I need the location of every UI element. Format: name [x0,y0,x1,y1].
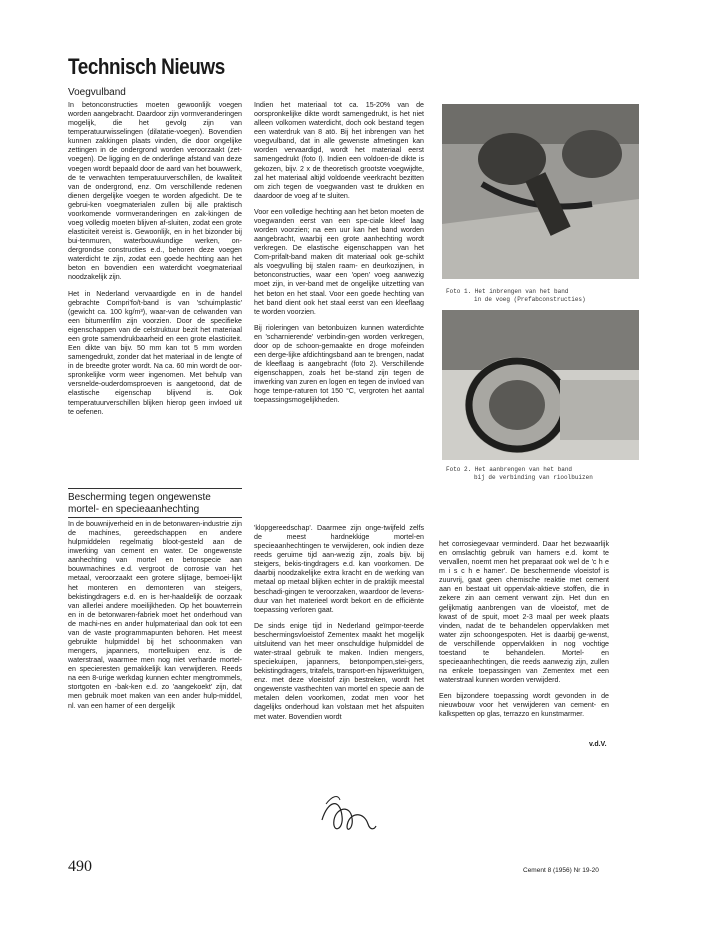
paragraph: In betonconstructies moeten gewoonlijk voegen worden aangebracht. Daardoor zijn vormveranderingen mogelijk, die het gevolg zijn van temperatuurwisselingen (dilatatie-voegen). Bovendien kunnen zakkingen plaats vinden, die door ongelijke zettingen in de ondergrond worden veroorzaakt (zet-voegen). De ligging en de onderlinge afstand van deze voegen wordt bepaald door de aard van het bouwwerk, de te verwachten temperatuurverschillen, de kwaliteit van de ondergrond, enz. Om verschillende redenen dienen dergelijke voegen te worden afgedicht. De te gebrui-ken voegmaterialen zullen bij alle praktisch voorkomende vormveranderingen en zak-kingen de voeg volledig moeten blijven af-sluiten, zodat een grote elasticiteit vereist is. Gewoonlijk, en in het bizonder bij bui-tenmuren, waterbouwkundige werken, on-dergrondse constructies e.d., behoren deze voegen waterdicht te zijn, zodat een goede hechting aan het beton en bovendien een waterdicht voegmateriaal noodzakelijk zijn. [68,101,242,282]
article2-column-3 [439,540,609,726]
page-title: Technisch Nieuws [68,54,225,79]
paragraph: het corrosiegevaar verminderd. Daar het bezwaarlijk en omslachtig gebruik van hamers e.d. komt te vervallen, noemt men het preparaat ook wel de 'c h e m i s c h e hamer'. De beschermende vloeistof is zuurvrij, gaat geen chemische reaktie met cement aan en bestaat uit oppervlak-aktieve stoffen, die in zekere zin aan cement verwant zijn. Het dun en gelijkmatig aanbrengen van de vloeistof, met de kwast of de spuit, moet 2-3 maal per week plaats vinden, nadat de te behandelen oppervlakken met water zijn schoongespoten. Het is daarbij ge-wenst, de verschillende oppervlakken in nog vochtige toestand te behandelen. Mortel- en specieaanhechtingen, die reeds aanwezig zijn, zullen na enkele toepassingen van Zementex met een waterstraal kunnen worden verwijderd. [439,540,609,685]
article2-title-line-2: mortel- en specieaanhechting [68,504,200,515]
photo-2-caption-line-2: bij de verbinding van rioolbuizen [474,474,593,481]
paragraph: Een bijzondere toepassing wordt gevonden in de nieuwbouw voor het verwijderen van cement- en kalkspetten op glas, terrazzo en kunstmarmer. [439,692,609,719]
photo-1 [442,104,639,279]
decorative-flourish-icon [318,790,378,845]
journal-reference: Cement 8 (1956) Nr 19-20 [523,867,599,874]
article2-column-2 [254,524,424,729]
page-number: 490 [68,858,92,875]
paragraph: Bij rioleringen van betonbuizen kunnen waterdichte en 'scharnierende' verbindin-gen worden verkregen, door op de schoon-gemaakte en droge mofeinden een derge-lijke afdichtingsband aan te brengen, nadat de kleeflaag is aangebracht (foto 2). Verschillende eigenschappen, zoals het be-stand zijn tegen de inwerking van zuren en logen en tegen de invloed van hoge tempe-raturen tot 150 °C, vergroten het aantal toepassingsmogelijkheden. [254,323,424,405]
photo-1-caption-line-1: Foto 1. Het inbrengen van het band [446,288,569,295]
title-underline [68,517,242,518]
article1-column-1 [68,101,242,424]
paragraph: 'klopgereedschap'. Daarmee zijn onge-twijfeld zelfs de meest hardnekkige mortel-en specieaanhechtingen te verwijderen, ook indien deze reeds geruime tijd aan-wezig zijn, zoals bijv. bij steigers, bekis-tingdragers e.d. kan voorkomen. De daarbij noodzakelijke extra kracht en de werking van metaal op metaal blijken echter in de praktijk meestal beschadi-gingen te veroorzaken, waardoor de levens-duur van het materieel wordt bekort en de efficiënte toepassing verloren gaat. [254,524,424,614]
photo-2-caption-line-1: Foto 2. Het aanbrengen van het band [446,466,573,473]
paragraph: In de bouwnijverheid en in de betonwaren-industrie zijn de machines, gereedschappen en andere hulpmiddelen regelmatig bloot-gesteld aan de inwerking van cement en water. De ongewenste aanhechting van mortel en betonspecie aan bouwmachines e.d. vergroot de corrosie van het metaal, veroorzaakt een grotere slijtage, bemoei-lijkt het monteren en demonteren van steigers, bekistingdragers e.d. en is her-haaldelijk de oorzaak van allerlei andere moeilijkheden. Op het bouwterrein en in de betonwaren-fabriek moet het onderhoud van de machi-nes en ander hulpmateriaal dan ook tot een van de vaste programmapunten behoren. Het meest gebruikte hulpmiddel bij het schoonmaken van mengers, japanners, mortelkuipen enz. is de waterstraal, waarmee men nog niet verharde mortel- en specieresten gemakkelijk kan verwijderen. Reeds na een 8-urige werkdag kunnen echter mengtrommels, stortgoten en -bak-ken e.d. zo 'aangekoekt' zijn, dat men gebruik moet maken van een ander hulp-middel, nl. van een hamer of een dergelijk [68,520,242,710]
photo-2-image [442,310,639,460]
article2-title-line-1: Bescherming tegen ongewenste [68,492,211,503]
section-divider [68,488,242,489]
paragraph: De sinds enige tijd in Nederland geïmpor-teerde beschermingsvloeistof Zementex maakt het mogelijk uitsluitend van het meer onschuldige hulpmiddel de water-straal gebruik te maken. Indien mengers, speciekuipen, japanners, betonpompen,stei-gers, bekistingdragers, tritafels, transport-en hijswerktuigen, enz. met deze vloeistof zijn bestreken, wordt het ongewenste vasthechten van mortel en specie aan de metalen delen voorkomen, zodat men voor het dagelijks onderhoud kan volstaan met het afspuiten met water. Bovendien wordt [254,621,424,721]
section-heading-voegvulband: Voegvulband [68,87,126,98]
author-initials: v.d.V. [589,741,607,748]
article2-column-1 [68,520,242,718]
paragraph: Het in Nederland vervaardigde en in de handel gebrachte Compri'fo/t-band is van 'schuimplastic' (gewicht ca. 100 kg/m³), waar-van de celwanden van een bitumenfilm zijn voorzien. Door de specifieke eigenschappen van de celstruktuur bezit het materiaal een grote samendrukbaarheid en een grote elasticiteit. Een dikte van bijv. 50 mm kan tot 5 mm worden samengedrukt, zonder dat het materiaal in de lengte of in de breedte groter wordt. Na ca. 60 min wordt de oor-spronkelijke vorm weer ingenomen. Met behulp van versnelde-ouderdomsproeven is aangetoond, dat de elastische eigenschap blijvend is. Ook temperatuurverschillen blijken hierop geen invloed uit te oefenen. [68,289,242,416]
article1-column-2 [254,101,424,413]
photo-1-image [442,104,639,279]
photo-2 [442,310,639,460]
paragraph: Voor een volledige hechting aan het beton moeten de voegwanden eerst van een spe-ciale kleef laag worden voorzien; na een uur kan het band worden aangebracht, waarbij een grote aanhechting wordt verkregen. De elastische eigenschappen van het Com-prifalt-band maken dit materiaal ook ge-schikt als voegvulling bij stalen raam- en deurkozijnen, in betonconstructies, waar een 'open' voeg aanwezig moet zijn, in ver-band met de ongelijke uitzetting van het beton en het staal. Voor een goede hechting van het band dient ook het staal eerst van een kleeflaag te worden voorzien. [254,207,424,316]
photo-1-caption-line-2: in de voeg (Prefabconstructies) [474,296,586,303]
paragraph: Indien het materiaal tot ca. 15-20% van de oorspronkelijke dikte wordt samengedrukt, is het niet alleen volkomen waterdicht, doch ook bestand tegen een waterdruk van 8 atö. Bij het inbrengen van het voegvulband, dat in alle gewenste afmetingen kan worden vervaardigd, wordt het materiaal eerst samengedrukt (foto I). Indien een voldoen-de dikte is gekozen, bijv. 2 x de theoretisch grootste voegwijdte, zal het materiaal altijd voldoende veerkracht bezitten om zich tegen de voegwanden vast te drukken en daardoor de voeg af te sluiten. [254,101,424,200]
